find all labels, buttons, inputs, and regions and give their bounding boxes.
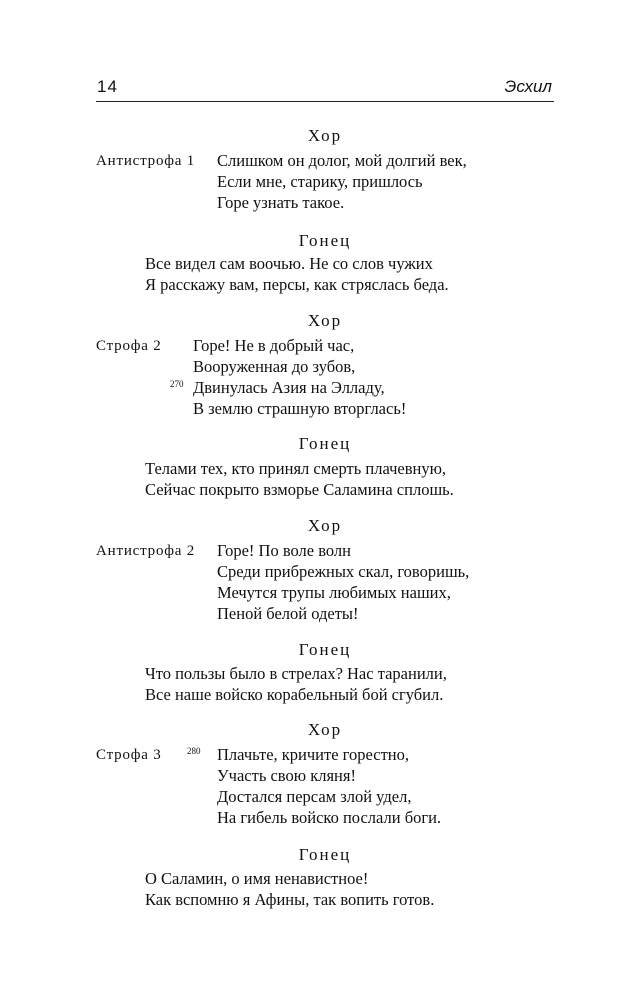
verse-line: Горе! По воле волн: [217, 541, 351, 560]
verse-line: Сейчас покрыто взморье Саламина сплошь.: [145, 480, 454, 499]
verse-line: Что пользы было в стрелах? Нас таранили,: [145, 664, 447, 683]
speaker-heading: Хор: [307, 311, 343, 330]
verse-line: Достался персам злой удел,: [217, 787, 412, 806]
verse-line: Все видел сам воочью. Не со слов чужих: [145, 254, 433, 273]
speaker-heading: Гонец: [298, 845, 352, 864]
line-number: 270: [170, 379, 184, 389]
speaker-heading: Хор: [307, 126, 343, 145]
verse-line: Я расскажу вам, персы, как стряслась беда.: [145, 275, 449, 294]
verse-line: Вооруженная до зубов,: [193, 357, 356, 376]
verse-line: На гибель войско послали боги.: [217, 808, 442, 827]
verse-line: Как вспомню я Афины, так вопить готов.: [145, 890, 435, 909]
verse-line: Если мне, старику, пришлось: [217, 172, 423, 191]
stanza-label: Строфа 3: [96, 747, 162, 763]
verse-line: Двинулась Азия на Элладу,: [193, 378, 385, 397]
verse-line: Горе узнать такое.: [217, 193, 345, 212]
speaker-heading: Гонец: [298, 231, 352, 250]
verse-line: Плачьте, кричите горестно,: [217, 745, 410, 764]
verse-line: Телами тех, кто принял смерть плачевную,: [145, 459, 447, 478]
verse-line: В землю страшную вторглась!: [193, 399, 407, 418]
speaker-heading: Хор: [307, 516, 343, 535]
verse-line: Среди прибрежных скал, говоришь,: [217, 562, 470, 581]
line-number: 280: [187, 746, 201, 756]
speaker-heading: Хор: [307, 720, 343, 739]
verse-line: Мечутся трупы любимых наших,: [217, 583, 451, 602]
speaker-heading: Гонец: [298, 434, 352, 453]
stanza-label: Строфа 2: [96, 338, 162, 354]
verse-line: Слишком он долог, мой долгий век,: [217, 151, 467, 170]
stanza-label: Антистрофа 1: [96, 153, 196, 169]
speaker-heading: Гонец: [298, 640, 352, 659]
stanza-label: Антистрофа 2: [96, 543, 196, 559]
running-title: Эсхил: [504, 77, 552, 96]
verse-line: Все наше войско корабельный бой сгубил.: [145, 685, 444, 704]
verse-line: Горе! Не в добрый час,: [193, 336, 355, 355]
verse-line: О Саламин, о имя ненавистное!: [145, 869, 369, 888]
verse-line: Участь свою кляня!: [217, 766, 356, 785]
header-rule: [96, 101, 554, 102]
page-number: 14: [97, 77, 118, 96]
verse-line: Пеной белой одеты!: [217, 604, 359, 623]
